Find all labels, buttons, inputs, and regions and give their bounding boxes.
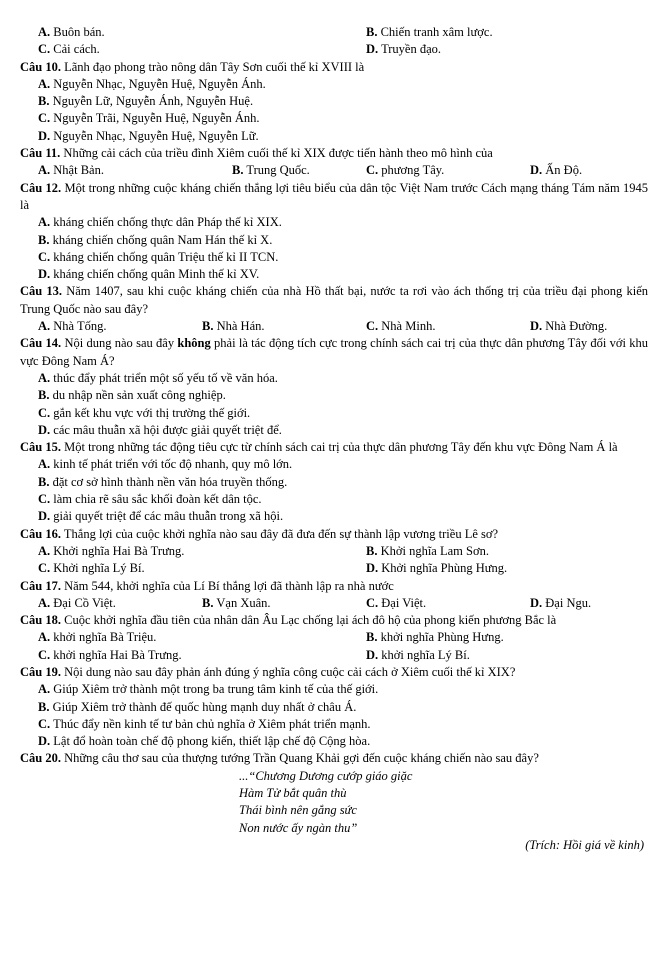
q16-stem: Câu 16. Thắng lợi của cuộc khởi nghĩa nào sau đây đã đưa đến sự thành lập vương triều Lê sơ? xyxy=(20,526,499,541)
q11-option-b[interactable]: B. Trung Quốc. xyxy=(232,163,310,178)
q16-option-b[interactable]: B. Khởi nghĩa Lam Sơn. xyxy=(366,543,489,558)
q14-option-a[interactable]: A. thúc đẩy phát triển một số yếu tố về văn hóa. xyxy=(38,370,278,385)
q9-option-b[interactable]: B. Chiến tranh xâm lược. xyxy=(366,25,493,39)
q15-option-a[interactable]: A. kinh tế phát triển với tốc độ nhanh, quy mô lớn. xyxy=(38,457,293,472)
q19-option-d[interactable]: D. Lật đổ hoàn toàn chế độ phong kiến, thiết lập chế độ Cộng hòa. xyxy=(38,734,371,749)
q9-option-a[interactable]: A. Buôn bán. xyxy=(38,25,105,39)
q20-poem-line-2: Hàm Tử bắt quân thù xyxy=(239,786,347,801)
q19-option-c[interactable]: C. Thúc đẩy nền kinh tế tư bản chủ nghĩa ở Xiêm phát triển mạnh. xyxy=(38,716,371,731)
q17-option-a[interactable]: A. Đại Cồ Việt. xyxy=(38,595,116,610)
q13-options-row xyxy=(20,318,648,335)
q19-stem: Câu 19. Nội dung nào sau đây phản ánh đúng ý nghĩa công cuộc cải cách ở Xiêm cuối thế kỉ XIX? xyxy=(20,664,516,679)
q17-stem: Câu 17. Năm 544, khởi nghĩa của Lí Bí thắng lợi đã thành lập ra nhà nước xyxy=(20,578,394,593)
q12-option-d[interactable]: D. kháng chiến chống quân Minh thế kỉ XV. xyxy=(38,267,260,282)
q11-option-c[interactable]: C. phương Tây. xyxy=(366,163,445,178)
q15-stem: Câu 15. Một trong những tác động tiêu cực từ chính sách cai trị của thực dân phương Tây đến khu vực Đông Nam Á là xyxy=(20,440,618,455)
q12-option-b[interactable]: B. kháng chiến chống quân Nam Hán thế kỉ X. xyxy=(38,232,273,247)
q18-option-d[interactable]: D. khởi nghĩa Lý Bí. xyxy=(366,647,470,662)
q16-options-row-1 xyxy=(20,543,648,560)
q18-option-b[interactable]: B. khởi nghĩa Phùng Hưng. xyxy=(366,630,504,645)
q16-option-a[interactable]: A. Khởi nghĩa Hai Bà Trưng. xyxy=(38,543,185,558)
q9-options-row-2 xyxy=(20,41,648,58)
q17-options-row xyxy=(20,595,648,612)
q15-option-b[interactable]: B. đặt cơ sở hình thành nền văn hóa truyền thống. xyxy=(38,474,288,489)
q10-option-d[interactable]: D. Nguyễn Nhạc, Nguyễn Huệ, Nguyễn Lữ. xyxy=(38,128,259,143)
q17-option-b[interactable]: B. Vạn Xuân. xyxy=(202,595,271,610)
q14-emphasis: không xyxy=(177,336,211,351)
q18-options-row-2 xyxy=(20,647,648,664)
q13-option-b[interactable]: B. Nhà Hán. xyxy=(202,319,265,334)
q16-option-c[interactable]: C. Khởi nghĩa Lý Bí. xyxy=(38,561,145,576)
q14-stem: Câu 14. Nội dung nào sau đây không phải là tác động tích cực trong chính sách cai trị của thực dân phương Tây đối với khu vực Đông Nam Á? xyxy=(20,336,649,368)
q9-options-row-1 xyxy=(20,24,648,41)
q16-options-row-2 xyxy=(20,560,648,577)
q19-option-b[interactable]: B. Giúp Xiêm trở thành đế quốc hùng mạnh duy nhất ở châu Á. xyxy=(38,699,357,714)
q10-option-b[interactable]: B. Nguyễn Lữ, Nguyễn Ánh, Nguyễn Huệ. xyxy=(38,94,254,109)
q20-stem: Câu 20. Những câu thơ sau của thượng tướng Trần Quang Khải gợi đến cuộc kháng chiến nào sau đây? xyxy=(20,751,539,766)
q11-options-row xyxy=(20,162,648,179)
q20-poem-line-4: Non nước ấy ngàn thu” xyxy=(239,820,358,835)
q18-option-c[interactable]: C. khởi nghĩa Hai Bà Trưng. xyxy=(38,647,182,662)
q20-poem-line-1: ...“Chương Dương cướp giáo giặc xyxy=(239,768,413,783)
q13-option-d[interactable]: D. Nhà Đường. xyxy=(530,319,608,334)
q18-stem: Câu 18. Cuộc khởi nghĩa đầu tiên của nhân dân Âu Lạc chống lại ách đô hộ của phong kiến phương Bắc là xyxy=(20,613,557,628)
q12-stem: Câu 12. Một trong những cuộc kháng chiến thắng lợi tiêu biểu của dân tộc Việt Nam trước Cách mạng tháng Tám năm 1945 là xyxy=(20,180,648,212)
q14-option-b[interactable]: B. du nhập nền sản xuất công nghiệp. xyxy=(38,388,226,403)
q10-option-c[interactable]: C. Nguyễn Trãi, Nguyễn Huệ, Nguyễn Ánh. xyxy=(38,111,260,126)
q11-option-d[interactable]: D. Ấn Độ. xyxy=(530,163,583,178)
q11-stem: Câu 11. Những cải cách của triều đình Xiêm cuối thế kỉ XIX được tiến hành theo mô hình của xyxy=(20,146,493,161)
q9-option-d[interactable]: D. Truyền đạo. xyxy=(366,42,442,57)
q20-poem-line-3: Thái bình nên gắng sức xyxy=(239,803,357,818)
q18-option-a[interactable]: A. khởi nghĩa Bà Triệu. xyxy=(38,630,157,645)
q18-options-row-1 xyxy=(20,629,648,646)
q9-option-c[interactable]: C. Cải cách. xyxy=(38,42,100,57)
q17-option-d[interactable]: D. Đại Ngu. xyxy=(530,595,592,610)
q14-option-c[interactable]: C. gắn kết khu vực với thị trường thế giới. xyxy=(38,405,251,420)
q13-option-c[interactable]: C. Nhà Minh. xyxy=(366,319,436,334)
q13-option-a[interactable]: A. Nhà Tống. xyxy=(38,319,107,334)
q20-citation: (Trích: Hồi giá về kinh) xyxy=(525,837,644,852)
q10-stem: Câu 10. Lãnh đạo phong trào nông dân Tây Sơn cuối thế kỉ XVIII là xyxy=(20,59,365,74)
q15-option-d[interactable]: D. giải quyết triệt để các mâu thuẫn trong xã hội. xyxy=(38,509,284,524)
q16-option-d[interactable]: D. Khởi nghĩa Phùng Hưng. xyxy=(366,561,508,576)
q13-stem: Câu 13. Năm 1407, sau khi cuộc kháng chiến của nhà Hồ thất bại, nước ta rơi vào ách thống trị của triều đại phong kiến Trung Quốc nào sau đây? xyxy=(20,284,649,316)
q11-option-a[interactable]: A. Nhật Bản. xyxy=(38,163,104,178)
q19-option-a[interactable]: A. Giúp Xiêm trở thành một trong ba trung tâm kinh tế của thế giới. xyxy=(38,682,379,697)
q14-option-d[interactable]: D. các mâu thuẫn xã hội được giải quyết triệt để. xyxy=(38,422,282,437)
q10-option-a[interactable]: A. Nguyễn Nhạc, Nguyễn Huệ, Nguyễn Ánh. xyxy=(38,76,266,91)
exam-page xyxy=(20,24,648,854)
q15-option-c[interactable]: C. làm chia rẽ sâu sắc khối đoàn kết dân tộc. xyxy=(38,492,262,507)
q17-option-c[interactable]: C. Đại Việt. xyxy=(366,595,427,610)
q12-option-a[interactable]: A. kháng chiến chống thực dân Pháp thế kỉ XIX. xyxy=(38,215,282,230)
q12-option-c[interactable]: C. kháng chiến chống quân Triệu thế kỉ II TCN. xyxy=(38,249,279,264)
